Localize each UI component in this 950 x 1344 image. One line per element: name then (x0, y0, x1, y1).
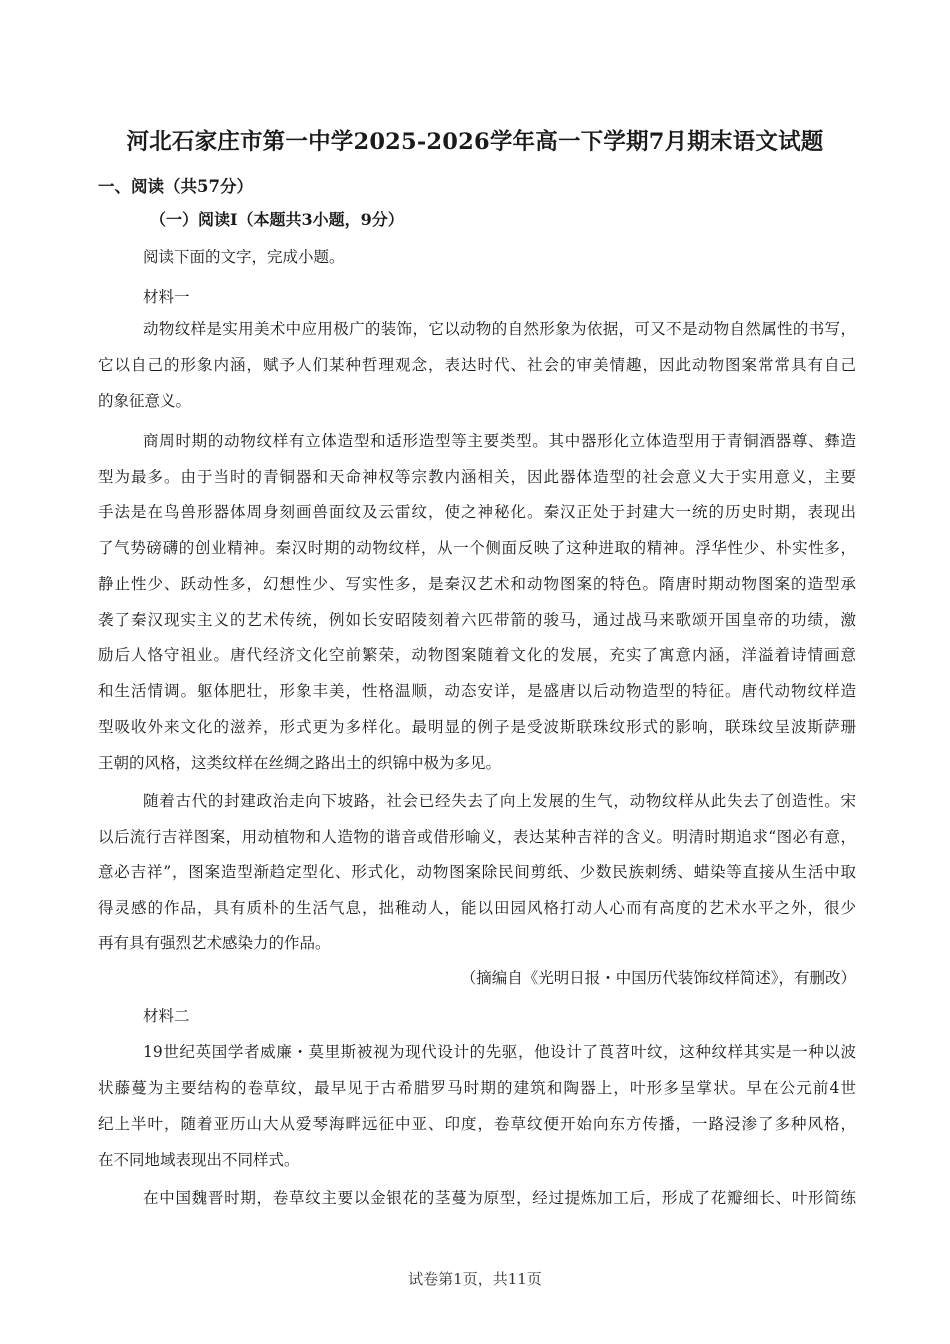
text-line: 纪上半叶，随着亚历山大从爱琴海畔远征中亚、印度，卷草纹便开始向东方传播，一路浸渗了多种风格， (98, 1115, 856, 1133)
text-line: 在不同地域表现出不同样式。 (98, 1151, 300, 1169)
text-line: 再有具有强烈艺术感染力的作品。 (98, 934, 331, 952)
text-line: 随着古代的封建政治走向下坡路，社会已经失去了向上发展的生气，动物纹样从此失去了创造性。宋 (143, 792, 856, 810)
text-line: 19世纪英国学者威廉・莫里斯被视为现代设计的先驱，他设计了莨苕叶纹，这种纹样其实是一种以波 (143, 1043, 856, 1061)
text-line: 型吸收外来文化的滋养，形式更为多样化。最明显的例子是受波斯联珠纹形式的影响，联珠纹呈波斯萨珊 (98, 718, 856, 736)
text-line: 得灵感的作品，具有质朴的生活气息，拙稚动人，能以田园风格打动人心而有高度的艺术水平之外，很少 (98, 899, 856, 917)
text-line: 型为最多。由于当时的青铜器和天命神权等宗教内涵相关，因此器体造型的社会意义大于实用意义，主要 (98, 468, 856, 486)
source-citation: （摘编自《光明日报・中国历代装饰纹样简述》，有删改） (460, 969, 856, 987)
subsection-heading: （一）阅读I（本题共3小题，9分） (150, 210, 404, 229)
text-line: 手法是在鸟兽形器体周身刻画兽面纹及云雷纹，使之神秘化。秦汉正处于封建大一统的历史时期，表现出 (98, 503, 856, 521)
text-line: 王朝的风格，这类纹样在丝绸之路出土的织锦中极为多见。 (98, 754, 502, 772)
material-label: 材料一 (143, 288, 190, 306)
text-line: 静止性少、跃动性多，幻想性少、写实性多，是秦汉艺术和动物图案的特色。隋唐时期动物图案的造型承 (98, 575, 856, 593)
text-line: 励后人恪守祖业。唐代经济文化空前繁荣，动物图案随着文化的发展，充实了寓意内涵，洋溢着诗情画意 (98, 646, 856, 664)
page-title: 河北石家庄市第一中学2025-2026学年高一下学期7月期末语文试题 (126, 129, 824, 155)
text-line: 它以自己的形象内涵，赋予人们某种哲理观念，表达时代、社会的审美情趣，因此动物图案常常具有自己 (98, 356, 856, 374)
text-line: 意必吉祥”，图案造型渐趋定型化、形式化，动物图案除民间剪纸、少数民族刺绣、蜡染等直接从生活中取 (98, 863, 856, 881)
text-line: 状藤蔓为主要结构的卷草纹，最早见于古希腊罗马时期的建筑和陶器上，叶形多呈掌状。早在公元前4世 (98, 1079, 856, 1097)
text-line: 商周时期的动物纹样有立体造型和适形造型等主要类型。其中器形化立体造型用于青铜酒器尊、彝造 (143, 432, 856, 450)
text-line: 以后流行吉祥图案，用动植物和人造物的谐音或借形喻义，表达某种吉祥的含义。明清时期追求“图必有意， (98, 828, 856, 846)
page-footer: 试卷第1页，共11页 (408, 1270, 542, 1288)
text-line: 动物纹样是实用美术中应用极广的装饰，它以动物的自然形象为依据，可又不是动物自然属性的书写， (143, 320, 856, 338)
text-line: 在中国魏晋时期，卷草纹主要以金银花的茎蔓为原型，经过提炼加工后，形成了花瓣细长、叶形简练 (143, 1189, 856, 1207)
text-line: 了气势磅礴的创业精神。秦汉时期的动物纹样，从一个侧面反映了这种进取的精神。浮华性少、朴实性多， (98, 539, 856, 557)
material-label: 材料二 (143, 1007, 190, 1025)
text-line: 袭了秦汉现实主义的艺术传统，例如长安昭陵刻着六匹带箭的骏马，通过战马来歌颂开国皇帝的功绩，激 (98, 611, 856, 629)
instruction-text: 阅读下面的文字，完成小题。 (143, 248, 345, 266)
section-heading: 一、阅读（共57分） (98, 177, 253, 196)
text-line: 和生活情调。躯体肥壮，形象丰美，性格温顺，动态安详，是盛唐以后动物造型的特征。唐代动物纹样造 (98, 682, 856, 700)
text-line: 的象征意义。 (98, 392, 192, 410)
